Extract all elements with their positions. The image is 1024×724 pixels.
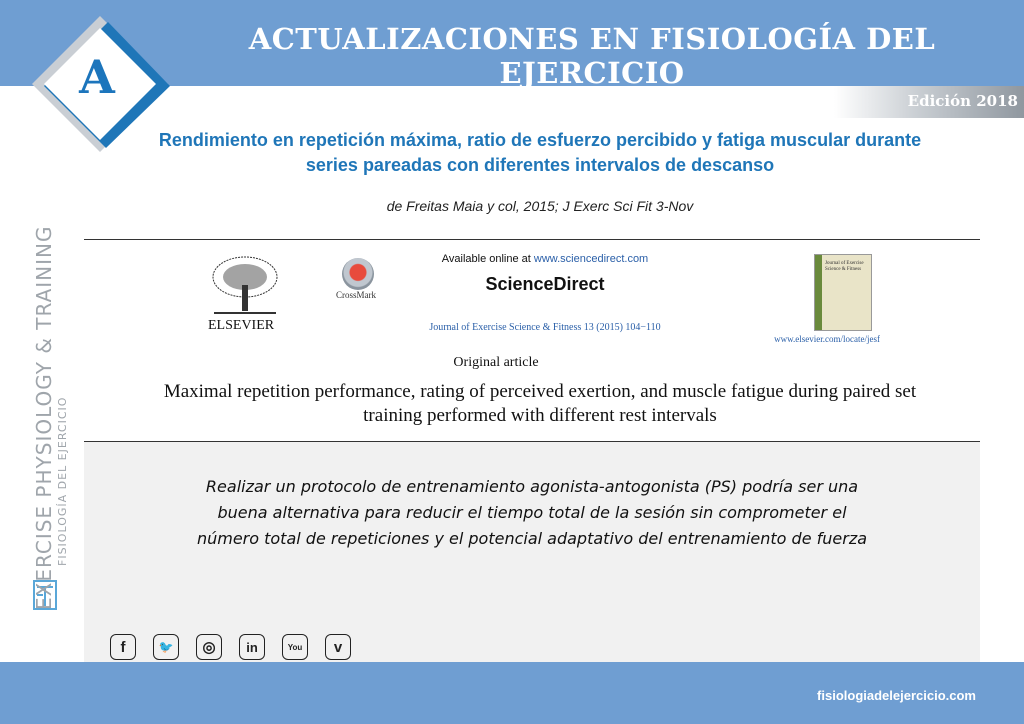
youtube-icon[interactable]: You — [282, 634, 308, 660]
citation: de Freitas Maia y col, 2015; J Exerc Sci Fit 3-Nov — [386, 198, 694, 214]
footer-band — [0, 662, 1024, 724]
cover-strip — [815, 255, 822, 330]
edition-badge — [834, 86, 1024, 118]
side-brand-line1: EXERCISE PHYSIOLOGY & TRAINING — [32, 225, 56, 610]
publisher-name: ELSEVIER — [208, 318, 275, 333]
available-prefix: Available online at — [441, 253, 534, 265]
journal-reference[interactable]: Journal of Exercise Science & Fitness 13 (2015) 104−110 — [429, 322, 661, 333]
page-title: ACTUALIZACIONES EN FISIOLOGÍA DEL EJERCICIO — [248, 22, 936, 90]
sciencedirect-link[interactable]: www.sciencedirect.com — [533, 253, 649, 265]
side-brand-line2: FISIOLOGÍA DEL EJERCICIO — [56, 396, 69, 566]
logo-letter: A — [79, 50, 115, 104]
journal-url-link[interactable]: www.elsevier.com/locate/jesf — [774, 334, 880, 344]
vimeo-icon[interactable]: v — [325, 634, 351, 660]
summary-box — [84, 442, 980, 662]
instagram-icon[interactable]: ◎ — [196, 634, 222, 660]
linkedin-icon[interactable]: in — [239, 634, 265, 660]
footer-url[interactable]: fisiologiadelejercicio.com — [817, 688, 976, 703]
crossmark-icon[interactable] — [342, 258, 374, 290]
cover-title: Journal of Exercise Science & Fitness — [825, 261, 864, 272]
paper-title: Maximal repetition performance, rating of perceived exertion, and muscle fatigue during paired set training performed with different rest intervals — [163, 381, 917, 426]
article-title: Rendimiento en repetición máxima, ratio de esfuerzo percibido y fatiga muscular durante series pareadas con diferentes intervalos de descanso — [158, 130, 922, 175]
facebook-icon[interactable]: f — [110, 634, 136, 660]
elsevier-tree-icon — [210, 255, 280, 317]
side-brand — [32, 190, 88, 610]
article-type: Original article — [453, 355, 539, 370]
summary-text: Realizar un protocolo de entrenamiento agonista-antogonista (PS) podría ser una buena alternativa para reducir el tiempo total de la sesión sin comprometer el número total de repeticiones y el potencial adaptativo del entrenamiento de fuerza — [196, 477, 868, 548]
divider-top — [84, 239, 980, 240]
journal-cover — [814, 254, 872, 331]
available-online — [390, 253, 700, 265]
edition-label: Edición 2018 — [907, 92, 1018, 110]
crossmark-label: CrossMark — [336, 290, 376, 300]
social-links — [110, 634, 351, 660]
platform-name: ScienceDirect — [485, 274, 605, 294]
twitter-icon[interactable]: 🐦 — [153, 634, 179, 660]
